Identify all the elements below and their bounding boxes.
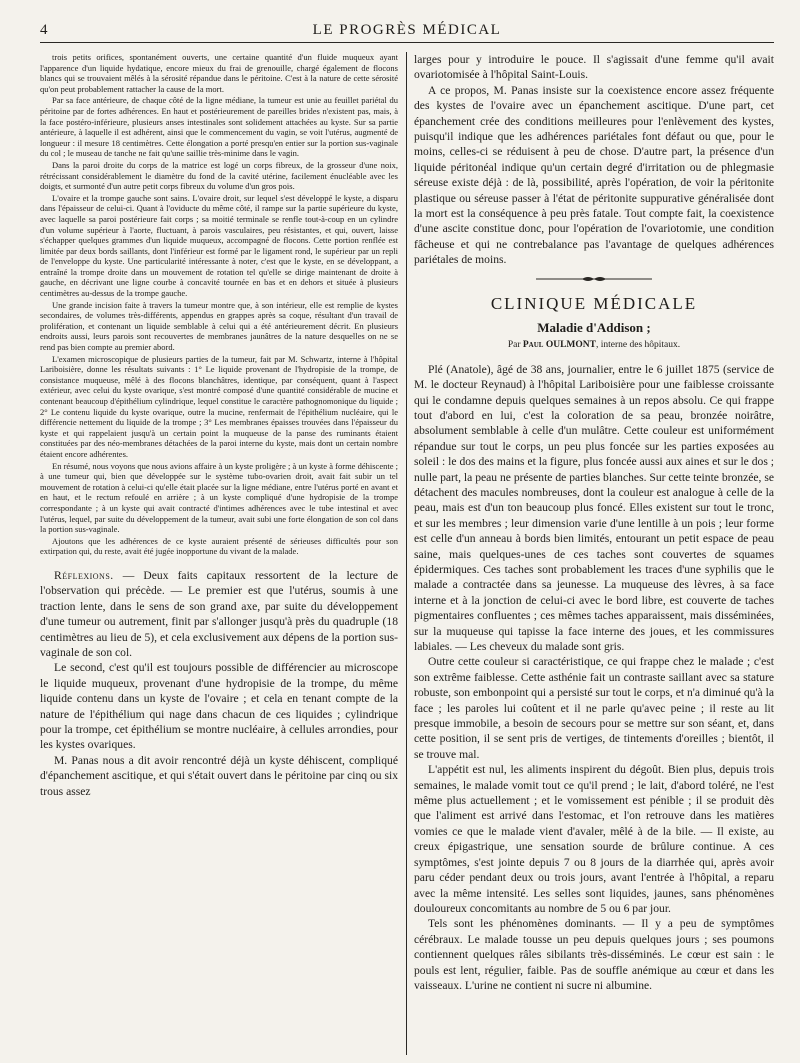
column-divider [406, 52, 407, 1055]
paragraph-gap [40, 558, 398, 568]
body-paragraph: M. Panas nous a dit avoir rencontré déjà un kyste déhiscent, compliqué d'épanchement ascitique, et qui s'était ouvert dans le péritoine par cinq ou six trous assez [40, 753, 398, 798]
page-number: 4 [40, 22, 48, 38]
small-paragraph: L'examen microscopique de plusieurs parties de la tumeur, fait par M. Schwartz, interne à l'hôpital Lariboisière, donne les résultats suivants : 1° Le liquide provenant de l'hydropisie de la trompe, de consistance muqueuse, mêlé à des flocons blanchâtres, identique, par conséquent, quant à l'aspect extérieur, avec celui du kyste ovarique, s'est montré composé d'une quantité considérable de mucine et contenant beaucoup d'épithélium cylindrique, lequel constitue le caractère pathognomonique du liquide ; 2° Le contenu liquide du kyste ovarique, outre la mucine, renfermait de l'épithélium nucléaire, qui le différencie nettement du liquide de la trompe ; 3° Les membranes épaisses trouvées dans l'épaisseur du kyste et qui rappelaient jusqu'à un certain point la muqueuse de la panse des ruminants étaient constituées par des néo-membranes détachées de la paroi interne du kyste, mais dont un certain nombre étaient encore adhérentes. [40, 353, 398, 459]
body-paragraph: Plé (Anatole), âgé de 38 ans, journalier, entre le 6 juillet 1875 (service de M. le docteur Reynaud) à l'hôpital Lariboisière pour une faiblesse croissante qui le condamne depuis quelques semaines à un repos absolu. Ce qui frappe tout d'abord en lui, c'est la coloration de sa peau, bronzée noirâtre, absolument semblable à celle d'un mulâtre. Cette couleur est uniformément répandue sur tout le corps, un peu plus foncée sur les parties exposées au soleil : le dos des mains et la figure, plus foncée aussi aux aines et sur le dos ; nulle part, la peau ne présente de parties blanches. Sur cette teinte bronzée, se détachent des macules nombreuses, dont la couleur est analogue à celle de la peau, mais est d'un ton beaucoup plus foncé. Elles existent sur tout le tronc, et sur les membres ; leur dimension varie d'une lentille à un pois ; leur forme est celle d'un anneau à bords bien limités, entourant un petit espace de peau saine, mais quelques-unes de ces taches sont couvertes de squames épidermiques. Ces taches sont probablement les traces d'une syphilis que le malade a contractée dans sa jeunesse. La muqueuse des lèvres, à sa face interne et à la jonction de celui-ci avec le bord libre, est couverte de taches pigmentaires confluentes ; ces mêmes taches apparaissent, mais disséminées, sur la muqueuse qui tapisse la face interne des joues, et les commissures labiales. — Les cheveux du malade sont gris. [414, 362, 774, 653]
section-subtitle: Maladie d'Addison ; [537, 319, 651, 335]
body-paragraph: Outre cette couleur si caractéristique, ce qui frappe chez le malade ; c'est son extrême faiblesse. Cette asthénie fait un contraste saillant avec sa stature robuste, son embonpoint qui a persisté sur tout le corps, et n'a diminué qu'à la face ; les paroles lui coûtent et il ne parle qu'avec peine ; il reste au lit presque immobile, a besoin de secours pour se mettre sur son séant, et, dans cette position, il se sent pris de vertiges, de tintements d'oreilles ; bientôt, il se trouve mal. [414, 655, 774, 761]
byline [414, 340, 774, 350]
small-paragraph: Dans la paroi droite du corps de la matrice est logé un corps fibreux, de la grosseur d'une noix, rétrécissant considérablement le diamètre du fond de la cavité utérine, facilement énucléable avec les doigts, et surmonté d'un autre petit corps fibreux du volume d'un gros pois. [40, 159, 398, 192]
small-paragraph: trois petits orifices, spontanément ouverts, une certaine quantité d'un fluide muqueux ayant l'apparence d'un liquide hydatique, encore mieux du frai de grenouille, chargé également de flocons blancs qui se trouvaient mêlés à la sérosité répandue dans le péritoine. C'est à la nature de cette sérosité qu'on peut probablement rattacher la cause de la mort. [40, 52, 398, 94]
small-paragraph: En résumé, nous voyons que nous avions affaire à un kyste proligère ; à un kyste à forme déhiscente ; à une tumeur qui, bien que développée sur le système tubo-ovarien droit, avait fait subir un tel mouvement de rotation à celui-ci qu'elle était placée sur la ligne médiane, entre l'utérus porté en avant et en haut, et le rectum refoulé en arrière ; à un kyste compliqué d'une hydropisie de la trompe correspondante ; à un kyste qui avait contracté d'intimes adhérences avec le tube intestinal et avec l'utérus, lequel, par suite du développement de la tumeur, avait subi une forte élongation de son col dans la portion sus-vaginale. [40, 460, 398, 535]
clinical-case-text [414, 362, 774, 994]
page-header [40, 22, 774, 43]
small-paragraph: Ajoutons que les adhérences de ce kyste auraient présenté de sérieuses difficultés pour son extirpation qui, du reste, avait été jugée inopportune du vivant de la malade. [40, 535, 398, 557]
right-column [414, 52, 774, 1055]
small-paragraph: L'ovaire et la trompe gauche sont sains. L'ovaire droit, sur lequel s'est développé le kyste, a disparu dans l'épaisseur de celui-ci. Quant à l'oviducte du même côté, il rampe sur la partie supérieure du kyste, avec laquelle sa paroi postérieure fait corps ; sa moitié terminale se renfle tout-à-coup en un cylindre d'un volume supérieur à l'aorte, fluctuant, à parois vasculaires, peu résistantes, et qui, ouvert, laisse s'échapper quelques grammes d'un liquide muqueux, accompagné de flocons. Cette portion renflée est limitée par deux bords saillants, dont l'inférieur est formé par le ligament rond, le supérieur par un repli de l'enveloppe du kyste. Une particularité intéressante à noter, c'est que le kyste, en se développant, a entraîné la trompe droite dans un mouvement de rotation tel qu'elle se dirige maintenant de droite à gauche, en décrivant une ligne courbe à concavité tournée en bas et en dehors et située à plusieurs centimètres au-dessus de la trompe gauche. [40, 192, 398, 299]
byline-prefix: Par [507, 339, 521, 350]
reflexions-section [40, 568, 398, 799]
byline-suffix: , interne des hôpitaux. [595, 339, 681, 350]
section-title: CLINIQUE MÉDICALE [490, 293, 698, 313]
small-paragraph: Par sa face antérieure, de chaque côté de la ligne médiane, la tumeur est unie au feuillet pariétal du péritoine par de fortes adhérences. En haut et postérieurement de pareilles brides n'existent pas, mais, à la face postéro-inférieure, plusieurs anses intestinales sont solidement attachées au kyste. Sur sa partie antérieure, à laquelle il est adhérent, ainsi que le commencement du vagin, se voit l'utérus, augmenté de longueur : il mesure 18 centimètres. Cette élongation a porté presqu'en entier sur la portion sus-vaginale du col ; le museau de tanche ne fait qu'une saillie très-minime dans le vagin. [40, 95, 398, 159]
body-paragraph: larges pour y introduire le pouce. Il s'agissait d'une femme qu'il avait ovariotomisée à l'hôpital Saint-Louis. [414, 53, 774, 82]
observation-small-print [40, 52, 398, 557]
reflexions-paragraph [40, 568, 398, 660]
body-paragraph: Le second, c'est qu'il est toujours possible de différencier au microscope le liquide muqueux, provenant d'une hydropisie de la trompe, du même liquide contenu dans un kyste de l'ovaire ; et cela en tenant compte de la nature de l'épithélium qui nage dans chacun de ces liquides ; cylindrique pour la trompe, cet épithélium se montre nucléaire, à cellules arrondies, pour les kystes ovariques. [40, 661, 398, 752]
continuation-text [414, 52, 774, 268]
body-paragraph: L'appétit est nul, les aliments inspirent du dégoût. Bien plus, depuis trois semaines, le malade vomit tout ce qu'il prend ; le lait, d'abord toléré, ne l'est même plus actuellement ; et le vomissement est pénible ; il se produit dès que l'aliment est arrivé dans l'estomac, et l'on retrouve dans les matières vomies ce que le malade vient d'avaler, mêlé à de la bile. — Il existe, au creux épigastrique, une sensation sourde de brûlure continue. A ces symptômes, s'est jointe depuis 7 ou 8 jours de la diarrhée qui, après avoir paru céder pendant deux ou trois jours, avant l'entrée à l'hôpital, a reparu avec la même intensité. Les selles sont liquides, jaunes, sans phénomènes douloureux concomitants au nombre de 5 ou 6 par jour. [414, 763, 774, 915]
ornament-rule-icon [534, 274, 654, 284]
reflexions-text: — Deux faits capitaux ressortent de la lecture de l'observation qui précède. — Le premier est que l'utérus, soumis à une traction lente, dans le sens de son grand axe, par suite du développement d'une tumeur ou autrement, finit par s'allonger jusqu'à près du quadruple (18 centimètres au lieu de 5), et cela exclusivement aux dépens de la portion sus-vaginale de son col. [40, 568, 398, 659]
reflexions-lead: Réflexions. [54, 568, 114, 582]
body-paragraph: Tels sont les phénomènes dominants. — Il y a peu de symptômes cérébraux. Le malade tousse un peu depuis quelques jours ; ses poumons contiennent quelques râles sibilants très-disséminés. Le cœur est sain : le pouls est lent, régulier, faible. Pas de souffle anémique au cœur et dans les vaisseaux. L'urine ne contient ni sucre ni albumine. [414, 917, 774, 992]
left-column [40, 52, 398, 1055]
small-paragraph: Une grande incision faite à travers la tumeur montre que, à son intérieur, elle est remplie de kystes secondaires, de volumes très-différents, appendus en grappes après sa coque, résultant d'un travail de prolifération, et contenant un liquide semblable à celui qui a été antérieurement décrit. En plusieurs endroits aussi, leurs parois sont recouvertes de membranes jaunâtres de la nature desquelles on ne se rend pas bien compte au premier abord. [40, 299, 398, 353]
byline-author: Paul OULMONT [522, 339, 596, 350]
body-paragraph: A ce propos, M. Panas insiste sur la coexistence encore assez fréquente des kystes de l'ovaire avec un épanchement ascitique. D'une part, cet épanchement crée des conditions meilleures pour l'enlèvement des kystes, puisqu'il indique que les adhérences pariétales font défaut ou que, pour le moins, celles-ci se réduisent à peu de chose. D'autre part, la présence d'un liquide péritonéal indique qu'un certain degré d'irritation ou de phlegmasie séreuse existe déjà : de là, possibilité, après l'opération, de voir la péritonite plastique ou séreuse passer à l'état de péritonite suppurative généralisée dont la mort est la conséquence à peu près fatale. Tout compte fait, la coexistence d'une ascite constitue donc, pour l'opération de l'ovariotomie, une condition fâcheuse et qui ne contrebalance pas l'avantage de quelques adhérences pariétales de moins. [414, 83, 774, 267]
journal-title: LE PROGRÈS MÉDICAL [312, 22, 502, 38]
text-columns [40, 52, 774, 1055]
